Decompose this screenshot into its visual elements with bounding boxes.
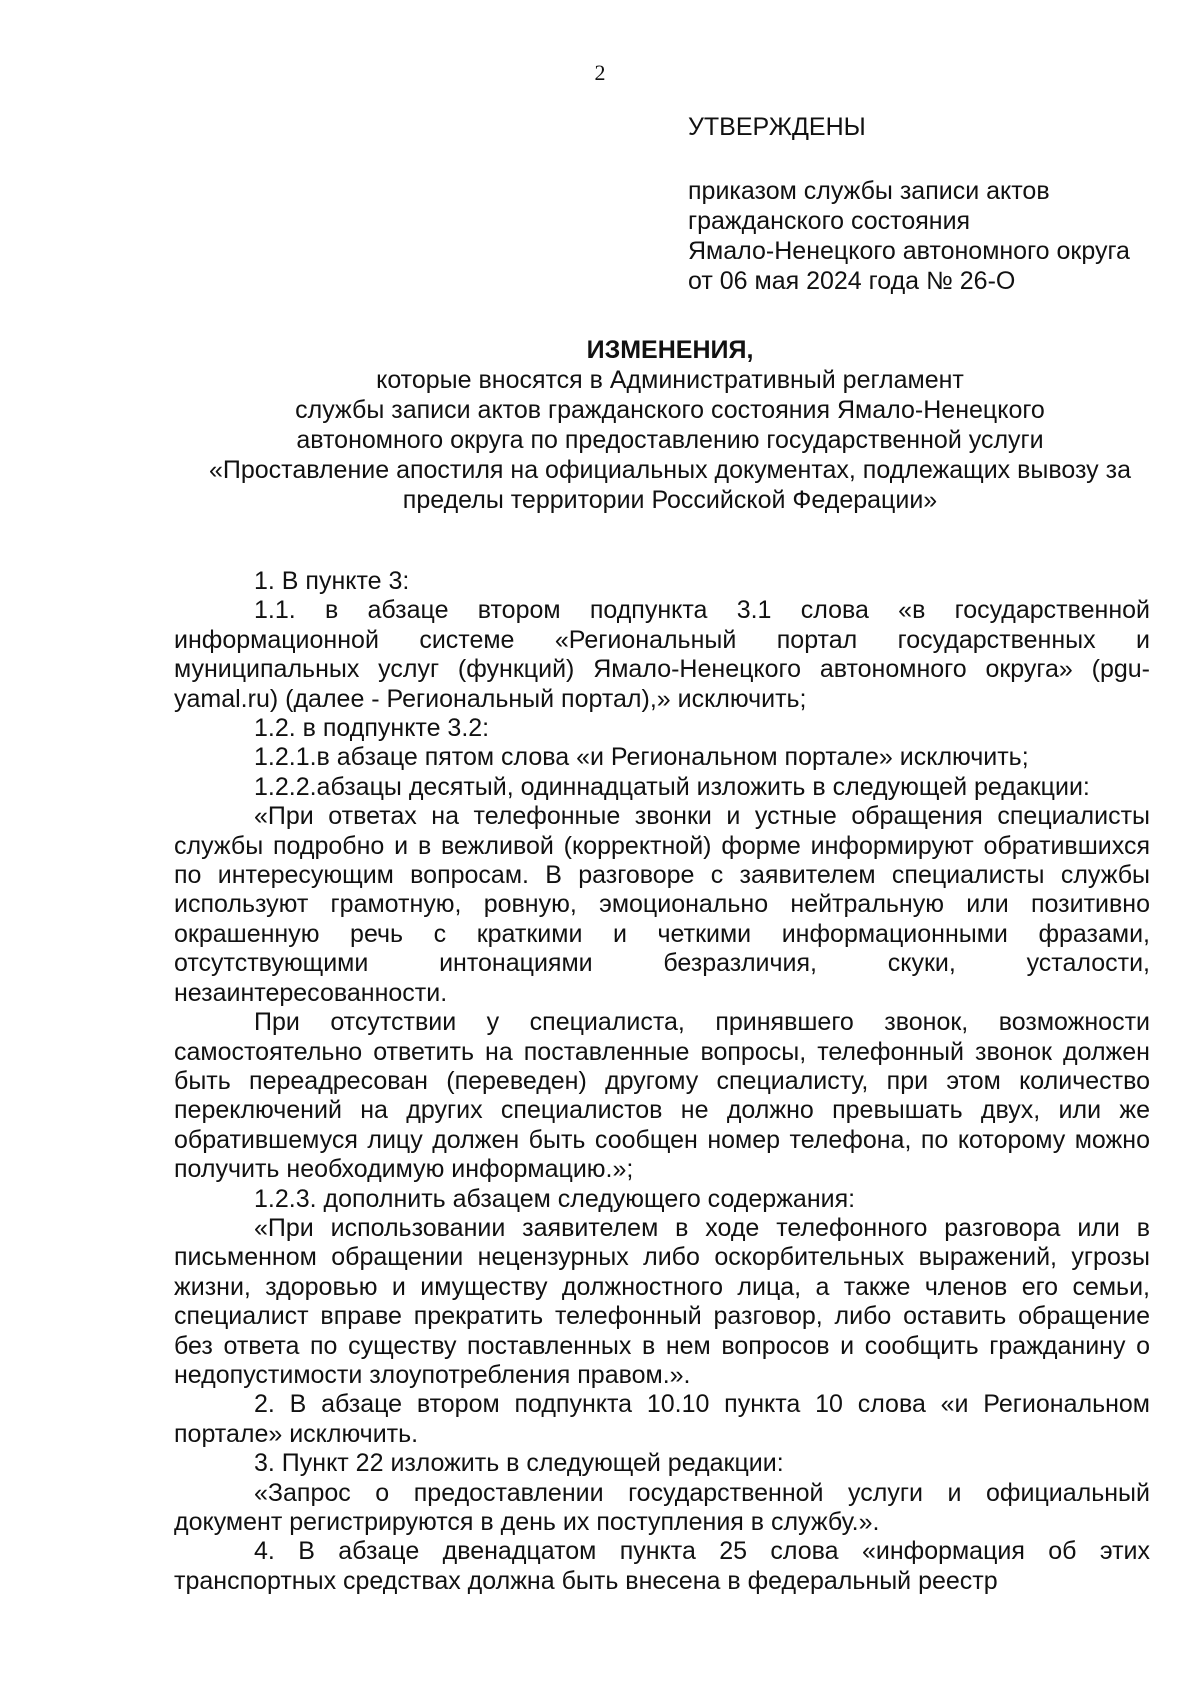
body-paragraph: «При ответах на телефонные звонки и устные обращения специалисты службы подробно и в вежливой (корректной) форме информируют обратившихся по интересующим вопросам. В разговоре с заявителем специалисты службы используют грамотную, ровную, эмоционально нейтральную или позитивно окрашенную речь с краткими и четкими информационными фразами, отсутствующими интонациями безразличия, скуки, усталости, незаинтересованности.	[174, 802, 1150, 1007]
body-paragraph: «При использовании заявителем в ходе телефонного разговора или в письменном обращении нецензурных либо оскорбительных выражений, угрозы жизни, здоровью и имуществу должностного лица, а также членов его семьи, специалист вправе прекратить телефонный разговор, либо оставить обращение без ответа по существу поставленных в нем вопросов и сообщить гражданину о недопустимости злоупотребления правом.».	[174, 1213, 1150, 1389]
body-paragraph: 1.1. в абзаце втором подпункта 3.1 слова «в государственной информационной системе «Региональный портал государственных и муниципальных услуг (функций) Ямало-Ненецкого автономного округа» (pgu-yamal.ru) (далее - Региональный портал),» исключить;	[174, 596, 1150, 713]
approval-line: приказом службы записи актов	[688, 177, 1050, 205]
document-body	[174, 567, 1150, 1596]
approval-line: от 06 мая 2024 года № 26-О	[688, 267, 1016, 295]
heading-line: службы записи актов гражданского состояния Ямало-Ненецкого	[295, 396, 1045, 424]
body-paragraph: 1.2.3. дополнить абзацем следующего содержания:	[254, 1184, 856, 1213]
body-paragraph: 1.2. в подпункте 3.2:	[254, 714, 490, 743]
page-number: 2	[594, 60, 606, 85]
approval-title: УТВЕРЖДЕНЫ	[688, 113, 866, 141]
approval-block	[688, 112, 1188, 296]
body-paragraph: 1.2.1.в абзаце пятом слова «и Региональном портале» исключить;	[254, 743, 1029, 772]
body-paragraph: 1. В пункте 3:	[254, 567, 410, 595]
approval-line: гражданского состояния	[688, 207, 971, 235]
body-paragraph: «Запрос о предоставлении государственной услуги и официальный документ регистрируются в день их поступления в службу.».	[174, 1478, 1150, 1536]
body-paragraph: 3. Пункт 22 изложить в следующей редакции:	[254, 1449, 784, 1478]
body-paragraph: 2. В абзаце втором подпункта 10.10 пункта 10 слова «и Региональном портале» исключить.	[174, 1390, 1150, 1448]
body-paragraph: При отсутствии у специалиста, принявшего звонок, возможности самостоятельно ответить на поставленные вопросы, телефонный звонок должен быть переадресован (переведен) другому специалисту, при этом количество переключений на других специалистов не должно превышать двух, или же обратившемуся лицу должен быть сообщен номер телефона, по которому можно получить необходимую информацию.»;	[174, 1008, 1150, 1184]
heading-line: автономного округа по предоставлению государственной услуги	[296, 426, 1044, 454]
heading-line: «Проставление апостиля на официальных документах, подлежащих вывозу за	[209, 456, 1131, 484]
body-paragraph: 1.2.2.абзацы десятый, одиннадцатый изложить в следующей редакции:	[254, 772, 1090, 801]
heading-line: пределы территории Российской Федерации»	[402, 486, 938, 514]
heading-line: которые вносятся в Административный регламент	[376, 366, 964, 394]
heading-title: ИЗМЕНЕНИЯ,	[586, 336, 754, 364]
approval-line: Ямало-Ненецкого автономного округа	[688, 237, 1130, 265]
body-paragraph: 4. В абзаце двенадцатом пункта 25 слова «информация об этих транспортных средствах должна быть внесена в федеральный реестр	[174, 1537, 1150, 1595]
document-heading	[170, 335, 1170, 515]
